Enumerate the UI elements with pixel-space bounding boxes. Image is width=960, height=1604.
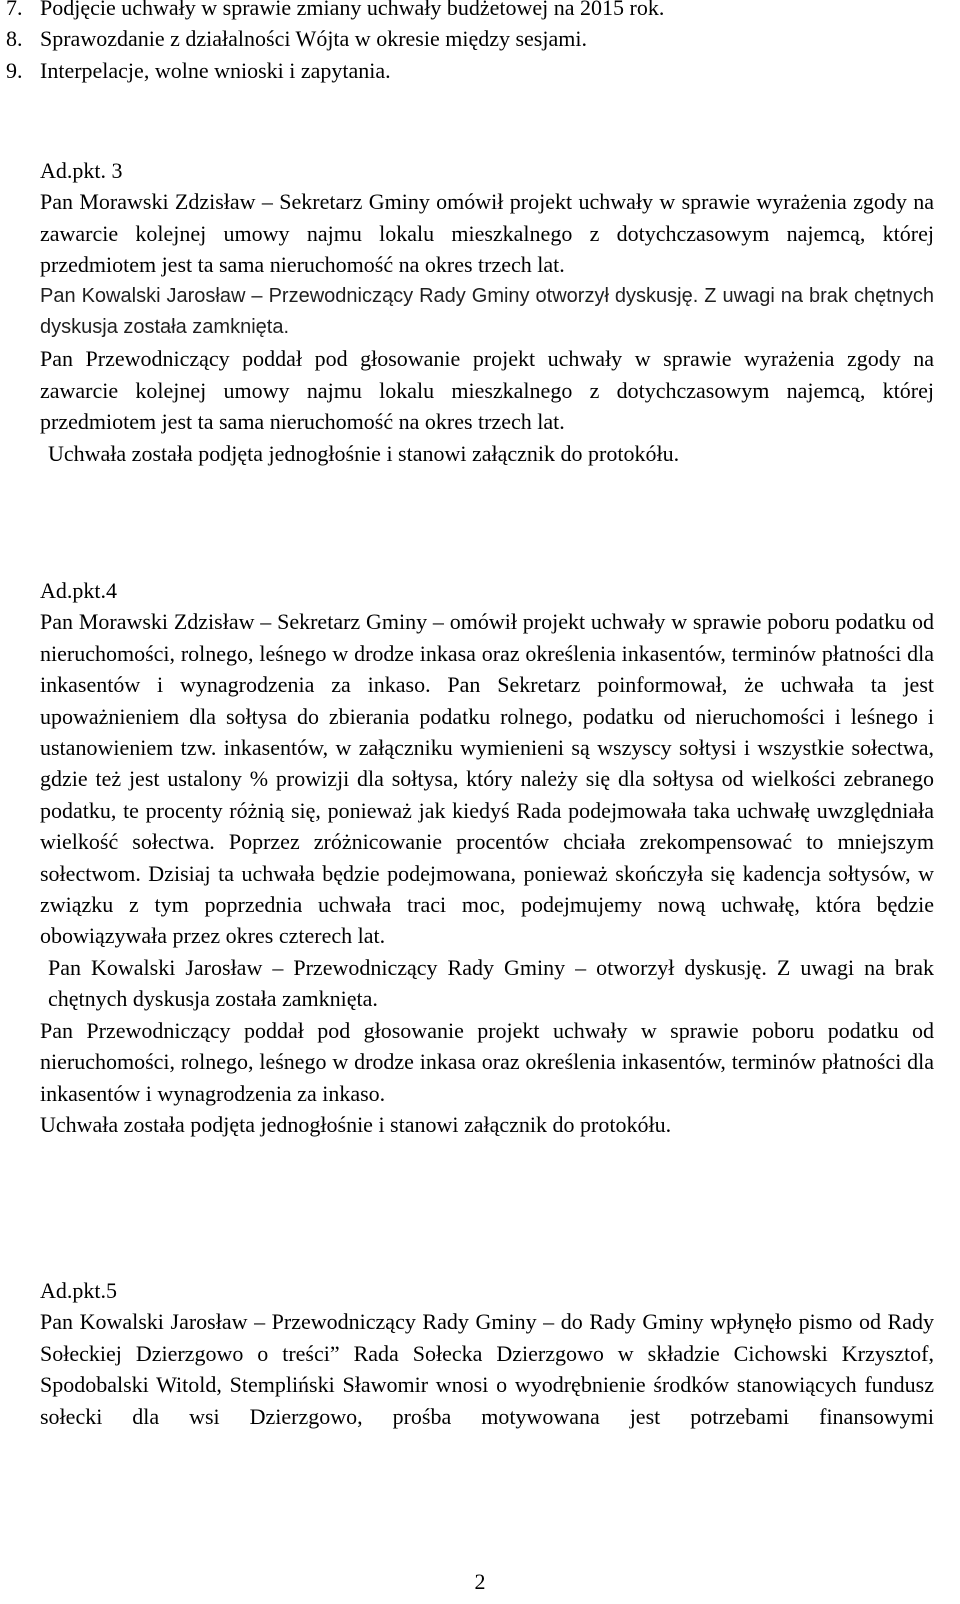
agenda-item: 9. Interpelacje, wolne wnioski i zapytania. <box>6 57 391 83</box>
paragraph: Pan Morawski Zdzisław – Sekretarz Gminy omówił projekt uchwały w sprawie wyrażenia zgody na zawarcie kolejnej umowy najmu lokalu mieszkalnego z dotychczasowym najemcą, której przedmiotem jest ta sama nieruchomość na okres trzech lat. <box>40 189 934 278</box>
paragraph: Pan Kowalski Jarosław – Przewodniczący Rady Gminy otworzył dyskusję. Z uwagi na brak chętnych dyskusja została zamknięta. <box>40 284 934 339</box>
section-pkt-5 <box>40 1275 934 1432</box>
agenda-item-text: Interpelacje, wolne wnioski i zapytania. <box>40 57 391 83</box>
section-heading: Ad.pkt.4 <box>40 578 117 603</box>
agenda-item: 8. Sprawozdanie z działalności Wójta w okresie między sesjami. <box>6 26 587 52</box>
paragraph: Uchwała została podjęta jednogłośnie i stanowi załącznik do protokółu. <box>40 1111 672 1137</box>
section-pkt-4 <box>40 575 934 1140</box>
paragraph: Pan Kowalski Jarosław – Przewodniczący Rady Gminy – otworzył dyskusję. Z uwagi na brak chętnych dyskusja została zamknięta. <box>48 954 934 1012</box>
paragraph: Pan Przewodniczący poddał pod głosowanie projekt uchwały w sprawie poboru podatku od nieruchomości, rolnego, leśnego w drodze inkasa oraz określenia inkasentów, terminów płatności dla inkasentów i wynagrodzenia za inkaso. <box>40 1017 934 1106</box>
section-heading: Ad.pkt.5 <box>40 1278 117 1303</box>
section-heading: Ad.pkt. 3 <box>40 158 123 183</box>
paragraph: Uchwała została podjęta jednogłośnie i stanowi załącznik do protokółu. <box>48 440 680 466</box>
paragraph: Pan Morawski Zdzisław – Sekretarz Gminy – omówił projekt uchwały w sprawie poboru podatku od nieruchomości, rolnego, leśnego w drodze inkasa oraz określenia inkasentów, terminów płatności dla inkasentów i wynagrodzenia za inkaso. Pan Sekretarz poinformował, że uchwała ta jest upoważnieniem dla sołtysa do zbierania podatku rolnego, podatku od nieruchomości i leśnego i ustanowieniem tzw. inkasentów, w załączniku wymienieni są wszyscy sołtysi i wszystkie sołectwa, gdzie też jest ustalony % prowizji dla sołtysa, który należy się dla sołtysa od wielkości zebranego podatku, te procenty różnią się, ponieważ jak kiedyś Rada podejmowała taka uchwałę uwzględniała wielkość sołectwa. Poprzez zróżnicowanie procentów chciała zrekompensować to mniejszym sołectwom. Dzisiaj ta uchwała będzie podejmowana, ponieważ skończyła się kadencja sołtysów, w związku z tym poprzednia uchwała traci moc, podejmujemy nową uchwałę, która będzie obowiązywała przez okres czterech lat. <box>40 609 934 949</box>
agenda-item-text: Sprawozdanie z działalności Wójta w okresie między sesjami. <box>40 26 587 52</box>
agenda-item: 7. Podjęcie uchwały w sprawie zmiany uchwały budżetowej na 2015 rok. <box>6 0 906 23</box>
page-number: 2 <box>474 1569 486 1594</box>
section-pkt-3 <box>40 155 934 469</box>
agenda-list <box>6 0 906 86</box>
paragraph: Pan Kowalski Jarosław – Przewodniczący Rady Gminy – do Rady Gminy wpłynęło pismo od Rady Sołeckiej Dzierzgowo o treści” Rada Sołecka Dzierzgowo w składzie Cichowski Krzysztof, Spodobalski Witold, Stempliński Sławomir wnosi o wyodrębnienie środków stanowiących fundusz sołecki dla wsi Dzierzgowo, prośba motywowana jest potrzebami finansowymi <box>40 1309 934 1429</box>
paragraph: Pan Przewodniczący poddał pod głosowanie projekt uchwały w sprawie wyrażenia zgody na zawarcie kolejnej umowy najmu lokalu mieszkalnego z dotychczasowym najemcą, której przedmiotem jest ta sama nieruchomość na okres trzech lat. <box>40 346 934 435</box>
agenda-item-text: Podjęcie uchwały w sprawie zmiany uchwały budżetowej na 2015 rok. <box>40 0 665 20</box>
